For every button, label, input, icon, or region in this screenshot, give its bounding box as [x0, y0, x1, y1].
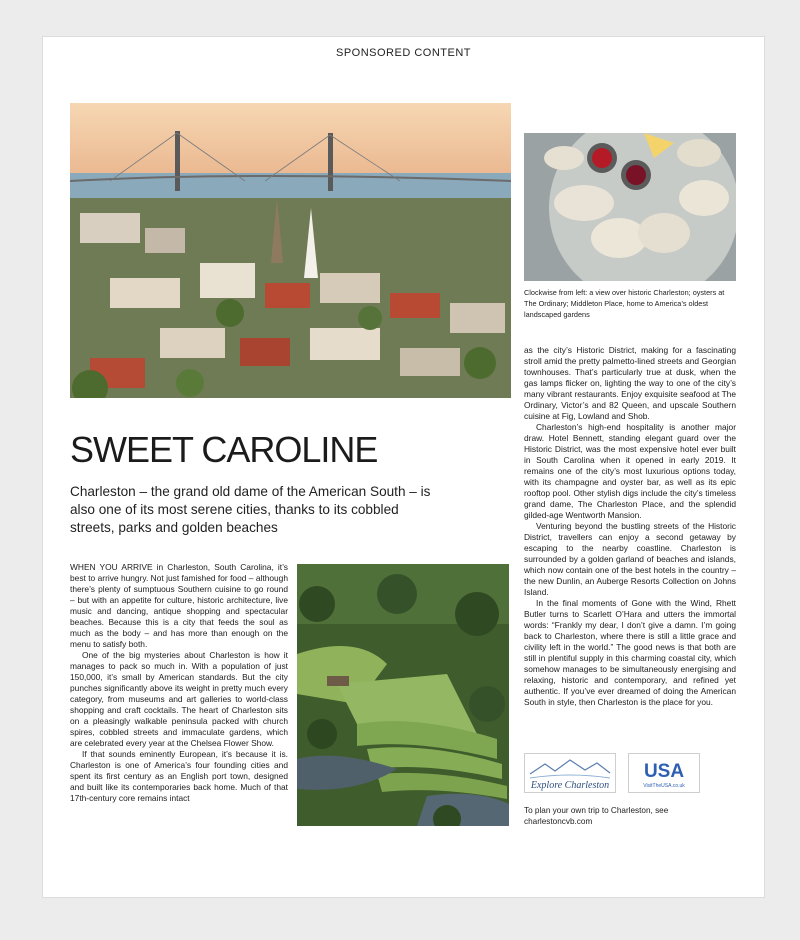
- paragraph: In the final moments of Gone with the Wind, Rhett Butler turns to Scarlett O’Hara and utters the immortal words: “Frankly my dear, I don’t give a damn. I’m going back to Charleston, where there is still a little grace and civility left in the world.” The good news is that both are still in plentiful supply in this charming coastal city, which somehow manages to be simultaneously energising and relaxing, historic and contemporary, and refined yet authentic. If you’ve ever dreamed of doing the American South in style, then Charleston is the place for you.: [524, 598, 736, 707]
- oysters-photo: [524, 133, 736, 281]
- body-column-1: [70, 562, 288, 804]
- headline: SWEET CAROLINE: [70, 429, 378, 470]
- explore-logo-text: Explore Charleston: [530, 780, 610, 791]
- standfirst: Charleston – the grand old dame of the American South – is also one of its most serene cities, thanks to its cobbled streets, parks and golden beaches: [70, 484, 431, 535]
- paragraph: If that sounds eminently European, it’s because it is. Charleston is one of America’s four founding cities and spent its first century as an English port town, designed and built like its contemporaries back home. Much of that 17th-century core remains intact: [70, 749, 288, 803]
- paragraph: Venturing beyond the bustling streets of the Historic District, travellers can enjoy a second getaway by escaping to the nearby coastline. Charleston is surrounded by a golden garland of beaches and islands, which now contain one of the best hotels in the country – the new Dunlin, an Auberge Resorts Collection on Johns Island.: [524, 521, 736, 597]
- middleton-place-photo: [297, 564, 509, 826]
- paragraph: One of the big mysteries about Charleston is how it manages to pack so much in. With a population of just 150,000, it’s small by American standards. But the city punches significantly above its weight in pretty much every category, from museums and art galleries to world-class shopping and craft cocktails. The heart of Charleston sits on a pleasingly walkable peninsula packed with church spires, cobbled streets and immaculate gardens, which are celebrated every year at the Chelsea Flower Show.: [70, 650, 288, 748]
- paragraph: WHEN YOU ARRIVE in Charleston, South Carolina, it’s best to arrive hungry. Not just famished for food – although there’s plenty of sumptuous Southern cuisine to go round – but with an appetite for culture, historic architecture, live music and dancing, antique shopping and spectacular beaches. Because this is a city that feeds the soul as much as the body – and has more than enough on the menu to satisfy both.: [70, 562, 288, 649]
- usa-logo-text: USA: [643, 761, 685, 782]
- photo-caption: Clockwise from left: a view over historic Charleston; oysters at The Ordinary; Middleton Place, home to America’s oldest landscaped gardens: [524, 288, 725, 319]
- explore-charleston-logo: [524, 753, 616, 793]
- sponsored-label: SPONSORED CONTENT: [335, 47, 471, 59]
- charleston-skyline-photo: [70, 103, 511, 398]
- usa-logo-url: VisitTheUSA.co.uk: [643, 783, 685, 789]
- magazine-page: [43, 37, 764, 897]
- visit-usa-logo: [628, 753, 700, 793]
- trip-planning-note: To plan your own trip to Charleston, see charlestoncvb.com: [524, 806, 669, 826]
- body-column-3: [524, 345, 736, 708]
- paragraph: Charleston’s high-end hospitality is another major draw. Hotel Bennett, standing elegant guard over the Historic District, was the most expensive hotel ever built in South Carolina when it opened in early 2019. It remains one of the city’s most luxurious options today, with its champagne and oyster bar, as well as its epic rooftop pool. Other stylish digs include the city’s timeless grand dame, The Charleston Place, and the splendid gilded-age Wentworth Mansion.: [524, 422, 736, 520]
- paragraph: as the city’s Historic District, making for a fascinating stroll amid the pretty palmetto-lined streets and Georgian townhouses. That’s particularly true at dusk, when the gas lamps flicker on, lighting the way to one of the city’s many vibrant restaurants. Enjoy exquisite seafood at The Ordinary, Victor’s and 82 Queen, and upscale Southern cuisine at Fig, Lowland and Shob.: [524, 345, 736, 421]
